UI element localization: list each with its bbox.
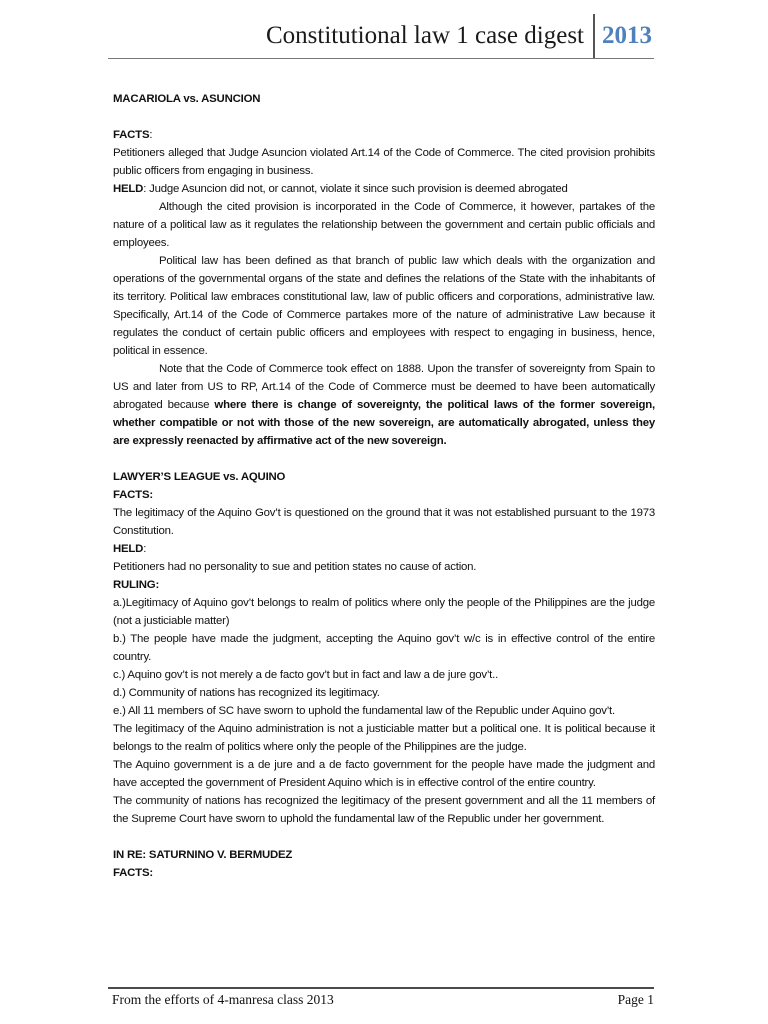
case1-held-text: : Judge Asuncion did not, or cannot, violate it since such provision is deemed abrogated <box>143 183 568 195</box>
case1-facts-colon: : <box>149 129 153 141</box>
case2-ruling-label: RULING: <box>113 579 160 591</box>
case2-held-text: Petitioners had no personality to sue and petition states no cause of action. <box>113 561 477 573</box>
case2-summary: The Aquino government is a de jure and a de facto government for the people have made the judgment and have accepted the government of President Aquino which is in effective control of the entire country. <box>113 759 655 789</box>
case1-paragraph-1: Although the cited provision is incorporated in the Code of Commerce, it however, partakes of the nature of a political law as it regulates the relationship between the government and certain public officials and employees. <box>113 201 655 249</box>
case1-p3-normal: Note that the Code of Commerce took effect on 1888. Upon the transfer of sovereignty from Spain to US and later from US to RP, Art.14 of the Code of Commerce must be deemed to have been automatically abrogated because <box>113 363 655 411</box>
footer-rule <box>108 987 654 989</box>
header-divider <box>593 14 595 58</box>
ruling-item: b.) The people have made the judgment, accepting the Aquino gov’t w/c is in effective control of the entire country. <box>113 633 655 663</box>
page-number: Page 1 <box>617 992 654 1007</box>
case1-paragraph-2: Political law has been defined as that branch of public law which deals with the organization and operations of the governmental organs of the state and defines the relations of the State with the inhabitants of its territory. Political law embraces constitutional law, law of public officers and corporations, administrative law. Specifically, Art.14 of the Code of Commerce partakes more of the nature of administrative Law because it regulates the conduct of certain public officers and employees with respect to engaging in business, hence, political in essence. <box>113 255 655 357</box>
document-body <box>113 90 655 882</box>
case1-facts-text: Petitioners alleged that Judge Asuncion violated Art.14 of the Code of Commerce. The cited provision prohibits public officers from engaging in business. <box>113 147 655 177</box>
case2-summary: The legitimacy of the Aquino administration is not a justiciable matter but a political one. It is political because it belongs to the realm of politics where only the people of the Philippines are the judge. <box>113 723 655 753</box>
ruling-item: e.) All 11 members of SC have sworn to uphold the fundamental law of the Republic under Aquino gov’t. <box>113 705 615 717</box>
footer-credit: From the efforts of 4-manresa class 2013 <box>112 992 334 1007</box>
case2-facts-text: The legitimacy of the Aquino Gov’t is questioned on the ground that it was not established pursuant to the 1973 Constitution. <box>113 507 655 537</box>
case1-held <box>113 180 655 198</box>
case2-held-heading <box>113 540 655 558</box>
case1-facts-label: FACTS <box>113 129 150 141</box>
case2-held-colon: : <box>143 543 147 555</box>
case1-p3-bold: where there is change of sovereignty, the political laws of the former sovereign, whether compatible or not with those of the new sovereign, are automatically abrogated, unless they are expressly reenacted by affirmative act of the new sovereign. <box>113 399 655 447</box>
ruling-item: c.) Aquino gov’t is not merely a de facto gov’t but in fact and law a de jure gov’t.. <box>113 669 499 681</box>
header-title: Constitutional law 1 case digest <box>265 22 584 49</box>
case1-facts-heading <box>113 126 655 144</box>
case3-title: IN RE: SATURNINO V. BERMUDEZ <box>113 849 293 861</box>
case1-held-label: HELD <box>113 183 144 195</box>
case2-held-label: HELD <box>113 543 144 555</box>
case1-title: MACARIOLA vs. ASUNCION <box>113 93 261 105</box>
header-year: 2013 <box>602 22 652 49</box>
case2-summary: The community of nations has recognized the legitimacy of the present government and all the 11 members of the Supreme Court have sworn to uphold the fundamental law of the Republic under her government. <box>113 795 655 825</box>
ruling-item: a.)Legitimacy of Aquino gov’t belongs to realm of politics where only the people of the Philippines are the judge (not a justiciable matter) <box>113 597 655 627</box>
ruling-item: d.) Community of nations has recognized its legitimacy. <box>113 687 380 699</box>
case2-facts-label: FACTS: <box>113 489 153 501</box>
header-rule <box>108 58 654 59</box>
case1-paragraph-3 <box>113 360 655 450</box>
case3-facts-label: FACTS: <box>113 867 153 879</box>
case2-title: LAWYER’S LEAGUE vs. AQUINO <box>113 471 286 483</box>
